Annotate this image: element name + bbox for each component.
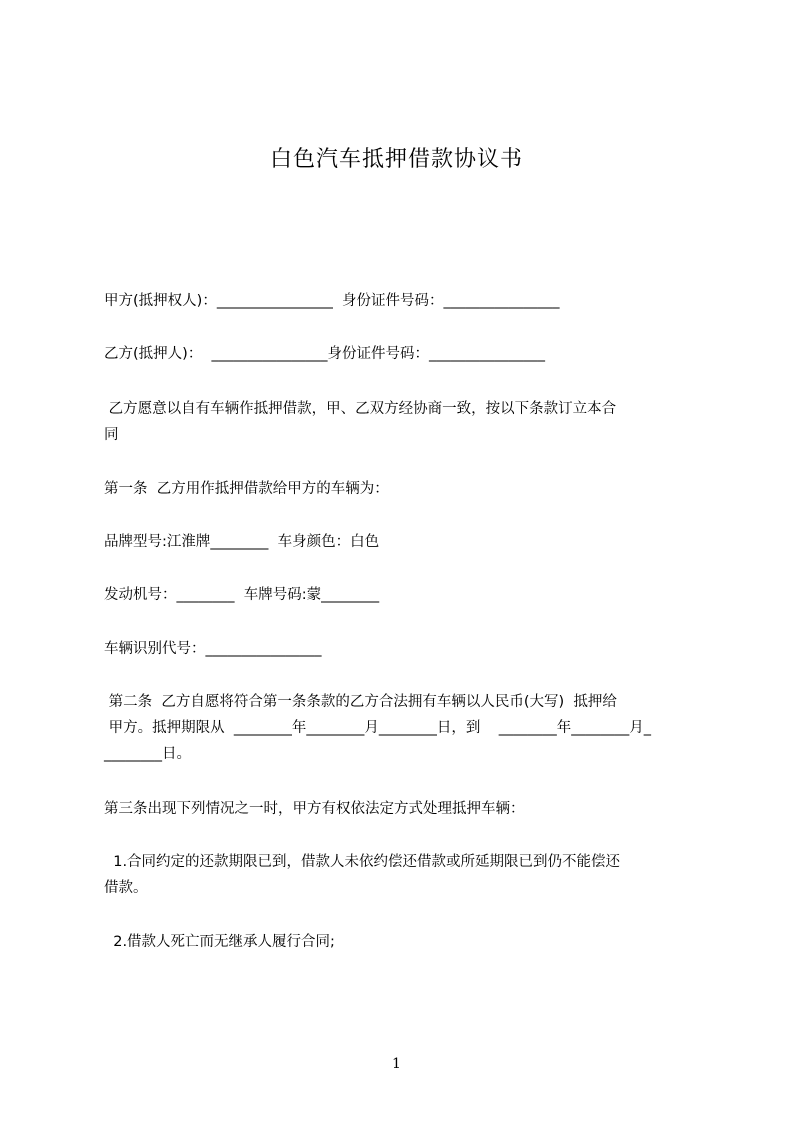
article-2-line-3: ________日。: [104, 746, 191, 762]
party-a-id-blank: ________________: [443, 293, 560, 309]
party-a-id-label: 身份证件号码：: [332, 293, 444, 309]
engine-line: 发动机号：________ 车牌号码:蒙________: [104, 587, 380, 603]
item-1-line-2: 借款。: [104, 880, 148, 896]
intro-line-2: 同: [104, 427, 119, 443]
party-a-blank: ________________: [216, 293, 333, 309]
item-1-line-1: 1.合同约定的还款期限已到，借款人未依约偿还借款或所延期限已到仍不能偿还: [104, 854, 621, 870]
article-2-line-2: 甲方。抵押期限从 ________年________月________日，到 ________年________月_: [104, 720, 652, 736]
article-1-title: 第一条 乙方用作抵押借款给甲方的车辆为：: [104, 481, 389, 497]
intro-line-1: 乙方愿意以自有车辆作抵押借款，甲、乙双方经协商一致，按以下条款订立本合: [104, 401, 617, 417]
party-a-label: 甲方(抵押权人)：: [104, 293, 217, 309]
article-2-line-1: 第二条 乙方自愿将符合第一条条款的乙方合法拥有车辆以人民币(大写) 抵押给: [104, 694, 617, 710]
party-b-id-label: 身份证件号码：: [327, 346, 430, 362]
party-b-blank: ________________: [211, 346, 328, 362]
party-a-line: [104, 290, 704, 312]
party-b-line: [104, 343, 704, 365]
party-b-id-blank: ________________: [429, 346, 546, 362]
document-title: 白色汽车抵押借款协议书: [269, 147, 523, 172]
item-2: 2.借款人死亡而无继承人履行合同;: [104, 934, 335, 950]
vin-line: 车辆识别代号：________________: [104, 641, 322, 657]
brand-line: 品牌型号:江淮牌________ 车身颜色：白色: [104, 534, 380, 550]
party-b-label: 乙方(抵押人)：: [104, 346, 212, 362]
article-3-title: 第三条出现下列情况之一时，甲方有权依法定方式处理抵押车辆：: [104, 801, 525, 817]
page-number: 1: [392, 1056, 401, 1072]
